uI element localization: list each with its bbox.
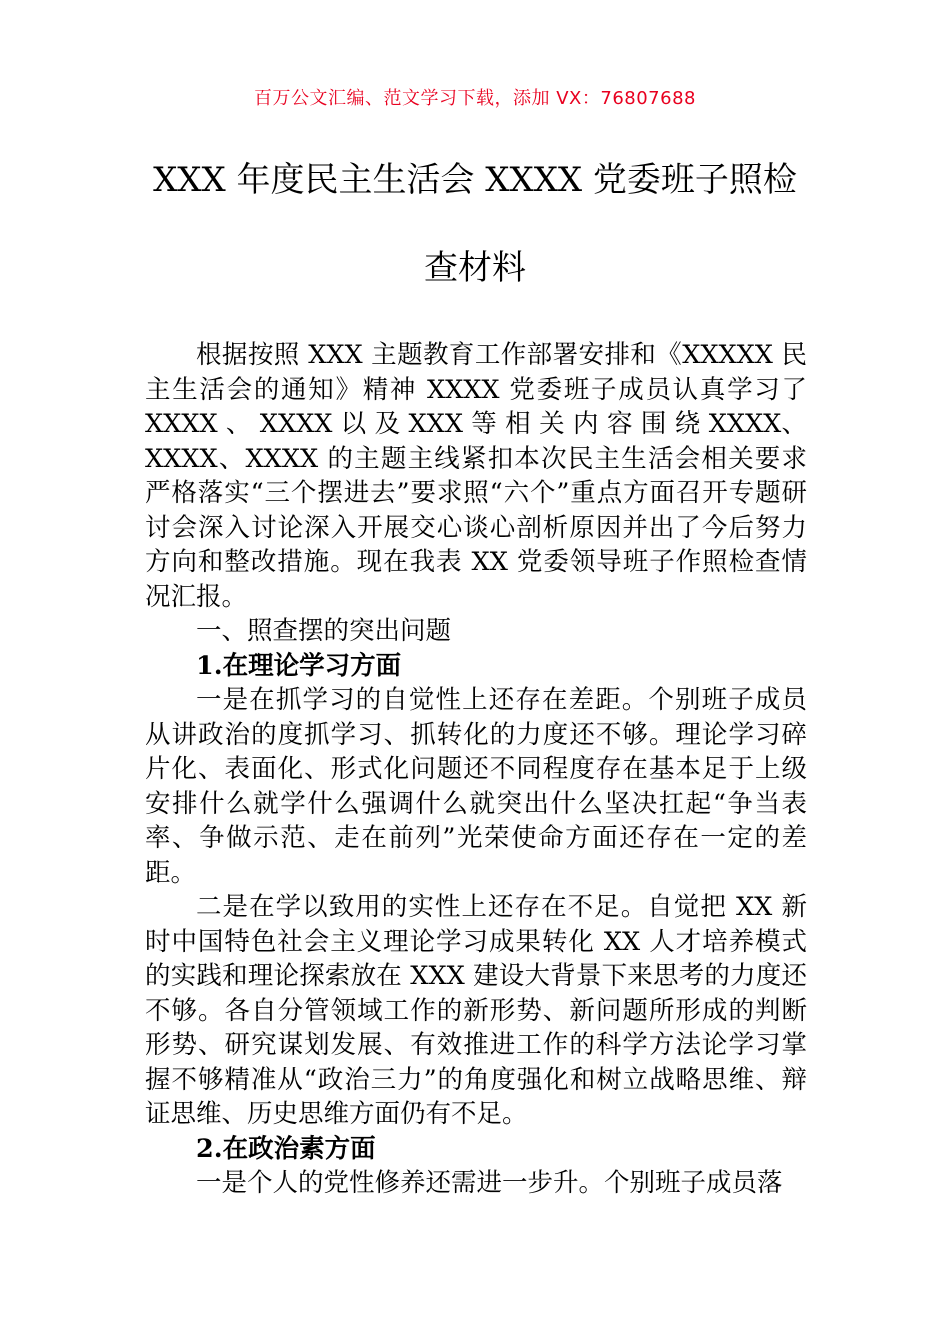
document-title-line-2: 查材料 [424, 248, 526, 288]
document-body [145, 338, 807, 1201]
header-promo-note: 百万公文汇编、范文学习下载，添加 VX：76807688 [254, 88, 696, 109]
section-heading: 一、照查摆的突出问题 [196, 616, 452, 646]
body-paragraph: 二是在学以致用的实性上还存在不足。自觉把 XX 新时中国特色社会主义理论学习成果转化 XX 人才培养模式的实践和理论探索放在 XXX 建设大背景下来思考的力度还不够。各自分管领域工作的新形势、新问题所形成的判断形势、研究谋划发展、有效推进工作的科学方法论学习掌握不够精准从“政治三力”的角度强化和树立战略思维、辩证思维、历史思维方面仍有不足。 [145, 892, 807, 1129]
subsection-heading: 2.在政治素方面 [196, 1133, 376, 1164]
intro-paragraph: 根据按照 XXX 主题教育工作部署安排和《XXXXX 民主生活会的通知》精神 XXXX 党委班子成员认真学习了 XXXX 、 XXXX 以 及 XXX 等 相 关 内 容 围 绕 XXXX、XXXX、XXXX 的主题主线紧扣本次民主生活会相关要求严格落实“三个摆进去”要求照“六个”重点方面召开专题研讨会深入讨论深入开展交心谈心剖析原因并出了今后努力方向和整改措施。现在我表 XX 党委领导班子作照检查情况汇报。 [145, 340, 807, 612]
body-paragraph: 一是在抓学习的自觉性上还存在差距。个别班子成员从讲政治的度抓学习、抓转化的力度还不够。理论学习碎片化、表面化、形式化问题还不同程度存在基本足于上级安排什么就学什么强调什么就突出什么坚决扛起“争当表率、争做示范、走在前列”光荣使命方面还存在一定的差距。 [145, 685, 807, 888]
document-title-line-1: XXX 年度民主生活会 XXXX 党委班子照检 [153, 160, 797, 200]
subsection-heading: 1.在理论学习方面 [196, 650, 402, 681]
body-paragraph: 一是个人的党性修养还需进一步升。个别班子成员落 [196, 1168, 783, 1198]
